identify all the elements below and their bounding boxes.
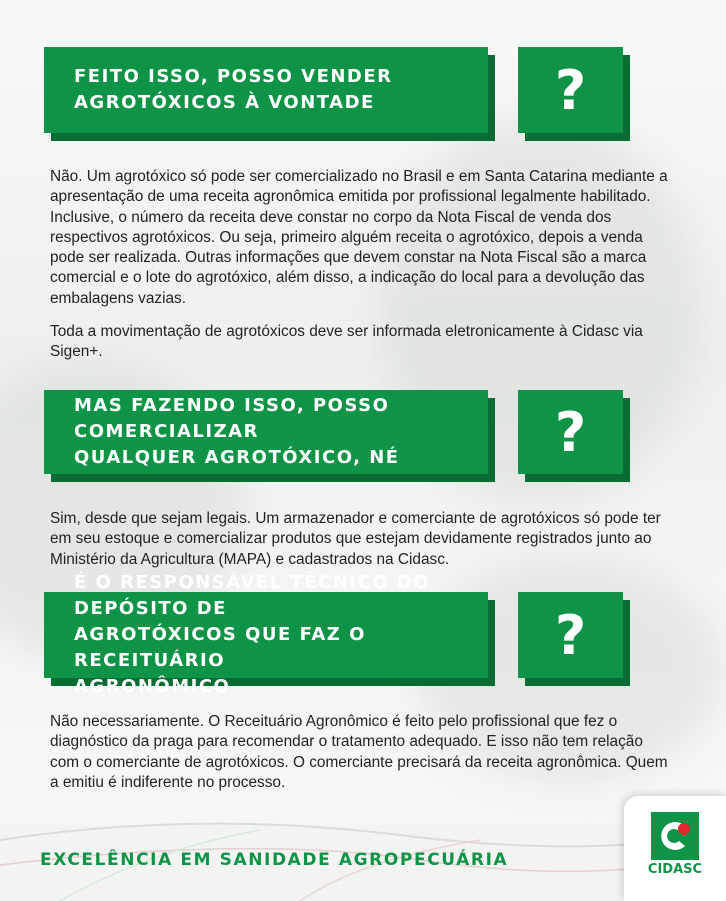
section-3-title-banner [44, 572, 488, 697]
section-1-title-banner [44, 47, 488, 133]
section-1-question-box [518, 47, 623, 133]
section-3-paragraph: Não necessariamente. O Receituário Agronômico é feito pelo profissional que fez o diagnóstico da praga para recomendar o tratamento adequado. E isso não tem relação com o comerciante de agrotóxicos. O comerciante precisará da receita agronômica. Quem a emitiu é indiferente no processo. [50, 713, 668, 791]
section-3-title-line: É O RESPONSÁVEL TÉCNICO DO DEPÓSITO DE [74, 572, 431, 619]
footer-slogan: EXCELÊNCIA EM SANIDADE AGROPECUÁRIA [40, 850, 509, 870]
cidasc-logo-icon [651, 812, 699, 860]
section-1-title-line: AGROTÓXICOS À VONTADE [74, 92, 375, 113]
section-2-title-line: QUALQUER AGROTÓXICO, NÉ [74, 447, 400, 468]
section-2-title-banner [44, 390, 488, 474]
logo-text: CIDASC [647, 862, 703, 877]
section-2-paragraph: Sim, desde que sejam legais. Um armazenador e comerciante de agrotóxicos só pode ter em seu estoque e comercializar produtos que estejam devidamente registrados junto ao Ministério da Agricultura (MAPA) e cadastrados na Cidasc. [50, 510, 661, 568]
section-2-title-line: MAS FAZENDO ISSO, POSSO COMERCIALIZAR [74, 395, 390, 442]
section-3-title [74, 570, 488, 700]
section-1-paragraph: Não. Um agrotóxico só pode ser comercializado no Brasil e em Santa Catarina mediante a apresentação de uma receita agronômica emitida por profissional legalmente habilitado. Inclusive, o número da receita deve constar no corpo da Nota Fiscal de venda dos respectivos agrotóxicos. Ou seja, primeiro alguém receita o agrotóxico, depois a venda pode ser realizada. Outras informações que devem constar na Nota Fiscal são a marca comercial e o lote do agrotóxico, além disso, a indicação do local para a devolução das embalagens vazias. [50, 168, 668, 307]
question-mark-icon: ? [554, 400, 587, 464]
question-mark-icon: ? [554, 58, 587, 122]
section-2-title [74, 393, 488, 471]
section-3-title-line: AGROTÓXICOS QUE FAZ O RECEITUÁRIO [74, 624, 366, 671]
section-3-title-line: AGRONÔMICO [74, 676, 231, 697]
cidasc-logo [624, 796, 726, 901]
section-3-question-box [518, 592, 623, 678]
section-1-title [74, 64, 393, 116]
section-1-title-line: FEITO ISSO, POSSO VENDER [74, 66, 393, 87]
question-mark-icon: ? [554, 603, 587, 667]
section-2-question-box [518, 390, 623, 474]
section-1-paragraph: Toda a movimentação de agrotóxicos deve ser informada eletronicamente à Cidasc via Sigen+. [50, 323, 643, 361]
